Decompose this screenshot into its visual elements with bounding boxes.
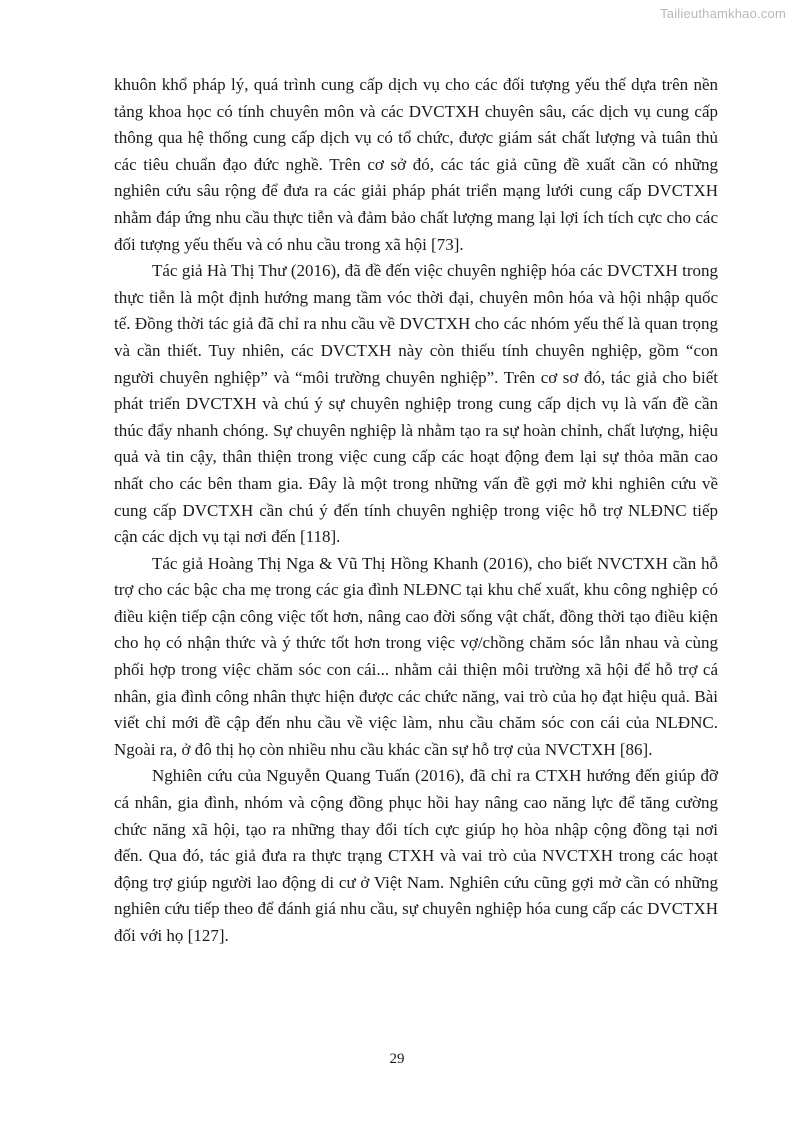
page-number: 29: [389, 1051, 405, 1067]
paragraph-ha-thi-thu: Tác giả Hà Thị Thư (2016), đã đề đến việc chuyên nghiệp hóa các DVCTXH trong thực tiễn là một định hướng mang tầm vóc thời đại, chuyên môn hóa và hội nhập quốc tế. Đồng thời tác giả đã chỉ ra nhu cầu về DVCTXH cho các nhóm yếu thế là quan trọng và cần thiết. Tuy nhiên, các DVCTXH này còn thiếu tính chuyên nghiệp, gồm “con người chuyên nghiệp” và “môi trường chuyên nghiệp”. Trên cơ sơ đó, tác giả cho biết phát triển DVCTXH và chú ý sự chuyên nghiệp trong cung cấp dịch vụ là vấn đề cần thúc đẩy nhanh chóng. Sự chuyên nghiệp là nhằm tạo ra sự hoàn chỉnh, chất lượng, hiệu quả và tin cậy, thân thiện trong việc cung cấp các hoạt động đem lại sự thỏa mãn cao nhất cho các bên tham gia. Đây là một trong những vấn đề gợi mở khi nghiên cứu về cung cấp DVCTXH cần chú ý đến tính chuyên nghiệp trong việc hỗ trợ NLĐNC tiếp cận các dịch vụ tại nơi đến [118].: [114, 261, 718, 547]
paragraph-continuation: khuôn khổ pháp lý, quá trình cung cấp dịch vụ cho các đối tượng yếu thế dựa trên nền tảng khoa học có tính chuyên môn và các DVCTXH chuyên sâu, các dịch vụ cung cấp thông qua hệ thống cung cấp dịch vụ có tổ chức, được giám sát chất lượng và tuân thủ các tiêu chuẩn đạo đức nghề. Trên cơ sở đó, các tác giả cũng đề xuất cần có những nghiên cứu sâu rộng để đưa ra các giải pháp phát triển mạng lưới cung cấp DVCTXH nhằm đáp ứng nhu cầu thực tiễn và đảm bảo chất lượng mang lại lợi ích tích cực cho các đối tượng yếu thếu và có nhu cầu trong xã hội [73].: [114, 75, 718, 254]
document-body: [114, 72, 718, 950]
watermark: Tailieuthamkhao.com: [660, 6, 786, 21]
paragraph-nguyen-quang-tuan: Nghiên cứu của Nguyễn Quang Tuấn (2016), đã chỉ ra CTXH hướng đến giúp đỡ cá nhân, gia đình, nhóm và cộng đồng phục hồi hay nâng cao năng lực để tăng cường chức năng xã hội, tạo ra những thay đổi tích cực giúp họ hòa nhập cộng đồng tại nơi đến. Qua đó, tác giả đưa ra thực trạng CTXH và vai trò của NVCTXH trong các hoạt động trợ giúp người lao động di cư ở Việt Nam. Nghiên cứu cũng gợi mở cần có những nghiên cứu tiếp theo để đánh giá nhu cầu, sự chuyên nghiệp hóa cung cấp các DVCTXH đối với họ [127].: [114, 766, 718, 945]
paragraph-hoang-thi-nga: Tác giả Hoàng Thị Nga & Vũ Thị Hồng Khanh (2016), cho biết NVCTXH cần hỗ trợ cho các bậc cha mẹ trong các gia đình NLĐNC tại khu chế xuất, khu công nghiệp có điều kiện tiếp cận công việc tốt hơn, nâng cao đời sống vật chất, đồng thời tạo điều kiện cho họ có nhận thức và ý thức tốt hơn trong việc vợ/chồng chăm sóc lẫn nhau và cùng phối hợp trong việc chăm sóc con cái... nhằm cải thiện môi trường xã hội để hỗ trợ cá nhân, gia đình công nhân thực hiện được các chức năng, vai trò của họ đạt hiệu quả. Bài viết chỉ mới đề cập đến nhu cầu về việc làm, nhu cầu chăm sóc con cái của NLĐNC. Ngoài ra, ở đô thị họ còn nhiều nhu cầu khác cần sự hỗ trợ của NVCTXH [86].: [114, 553, 718, 759]
